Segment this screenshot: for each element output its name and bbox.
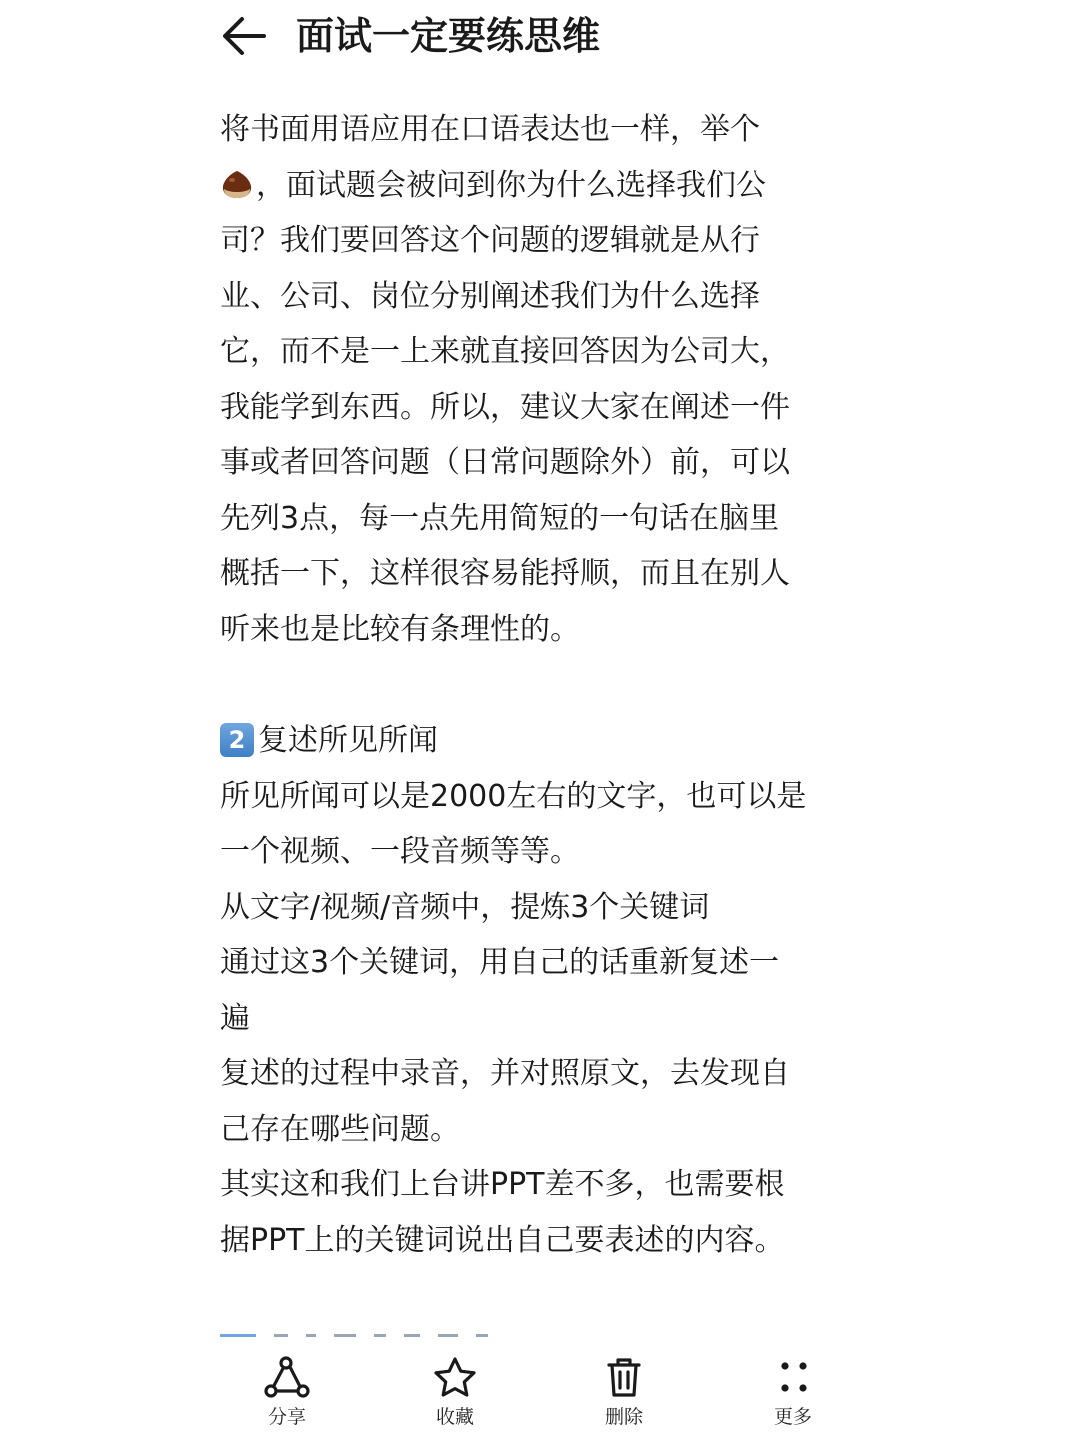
back-button[interactable]: [218, 12, 270, 60]
chestnut-emoji-icon: [220, 169, 254, 199]
paragraph-line: 我能学到东西。所以，建议大家在阐述一件: [220, 389, 790, 425]
delete-label: 删除: [604, 1406, 643, 1428]
paragraph-line: 据PPT上的关键词说出自己要表述的内容。: [220, 1222, 785, 1258]
share-label: 分享: [267, 1406, 306, 1428]
paragraph-line: 先列3点，每一点先用简短的一句话在脑里: [220, 500, 780, 536]
favorite-button[interactable]: [400, 1356, 510, 1430]
header: [0, 0, 1080, 80]
paragraph-line: 所见所闻可以是2000左右的文字，也可以是: [220, 778, 807, 814]
more-label: 更多: [773, 1406, 812, 1428]
page-title: 面试一定要练思维: [296, 14, 601, 58]
section-heading-text: 复述所见所闻: [258, 723, 438, 758]
keycap-digit-two-icon: 2: [220, 723, 254, 757]
section-heading: [220, 713, 860, 769]
paragraph-line: 己存在哪些问题。: [220, 1111, 460, 1147]
paragraph-line: 业、公司、岗位分别阐述我们为什么选择: [220, 278, 760, 314]
more-dots-icon: [769, 1356, 817, 1400]
paragraph-gap: [220, 657, 860, 713]
paragraph-line: 通过这3个关键词，用自己的话重新复述一: [220, 945, 780, 980]
paragraph-line: 复述的过程中录音，并对照原文，去发现自: [220, 1056, 790, 1091]
paragraph-line: 概括一下，这样很容易能捋顺，而且在别人: [220, 556, 790, 591]
paragraph-line: 它，而不是一上来就直接回答因为公司大，: [220, 334, 790, 369]
paragraph-line: 司？我们要回答这个问题的逻辑就是从行: [220, 223, 760, 258]
paragraph-line-text: ，面试题会被问到你为什么选择我们公: [256, 167, 766, 203]
paragraph-line: 一个视频、一段音频等等。: [220, 834, 580, 869]
truncated-next-section: [220, 1334, 860, 1342]
share-icon: [263, 1356, 311, 1400]
arrow-left-icon: [218, 12, 270, 60]
bottom-action-bar: [0, 1344, 1080, 1440]
share-button[interactable]: [232, 1356, 342, 1430]
paragraph-line: 其实这和我们上台讲PPT差不多，也需要根: [220, 1167, 785, 1202]
paragraph-line: 从文字/视频/音频中，提炼3个关键词: [220, 889, 710, 925]
more-button[interactable]: [738, 1356, 848, 1430]
favorite-label: 收藏: [435, 1406, 474, 1428]
trash-icon: [600, 1356, 648, 1400]
paragraph-line: 事或者回答问题（日常问题除外）前，可以: [220, 445, 790, 480]
paragraph-line: 将书面用语应用在口语表达也一样，举个: [220, 112, 760, 147]
star-icon: [431, 1356, 479, 1400]
paragraph-line: 遍: [220, 1000, 250, 1036]
paragraph-line: [220, 158, 860, 214]
paragraph-line: 听来也是比较有条理性的。: [220, 611, 580, 647]
delete-button[interactable]: [569, 1356, 679, 1430]
note-content: [220, 102, 860, 1324]
